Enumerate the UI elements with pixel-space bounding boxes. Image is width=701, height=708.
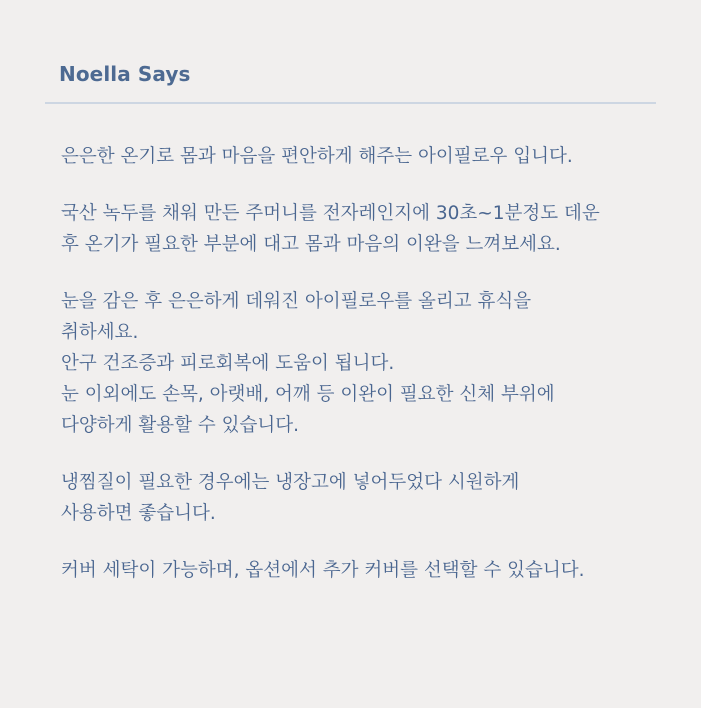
text-line: 냉찜질이 필요한 경우에는 냉장고에 넣어두었다 시원하게 xyxy=(61,472,520,493)
text-line: 커버 세탁이 가능하며, 옵션에서 추가 커버를 선택할 수 있습니다. xyxy=(61,560,585,581)
paragraph-cold-use xyxy=(61,467,681,529)
text-line: 다양하게 활용할 수 있습니다. xyxy=(61,415,299,436)
text-line: 눈 이외에도 손목, 아랫배, 어깨 등 이완이 필요한 신체 부위에 xyxy=(61,384,555,405)
paragraph-usage xyxy=(61,198,681,260)
section-title: Noella Says xyxy=(59,62,191,86)
title-divider xyxy=(45,102,656,104)
text-line: 국산 녹두를 채워 만든 주머니를 전자레인지에 30초~1분정도 데운 xyxy=(61,203,600,224)
text-line: 은은한 온기로 몸과 마음을 편안하게 해주는 아이필로우 입니다. xyxy=(61,146,573,167)
text-line: 눈을 감은 후 은은하게 데워진 아이필로우를 올리고 휴식을 xyxy=(61,291,532,312)
text-line: 사용하면 좋습니다. xyxy=(61,503,216,524)
paragraph-intro xyxy=(61,141,681,172)
text-line: 안구 건조증과 피로회복에 도움이 됩니다. xyxy=(61,353,395,374)
text-line: 후 온기가 필요한 부분에 대고 몸과 마음의 이완을 느껴보세요. xyxy=(61,234,561,255)
paragraph-benefits xyxy=(61,286,681,441)
notes-content xyxy=(61,141,681,612)
text-line: 취하세요. xyxy=(61,322,139,343)
paragraph-cover xyxy=(61,555,681,586)
